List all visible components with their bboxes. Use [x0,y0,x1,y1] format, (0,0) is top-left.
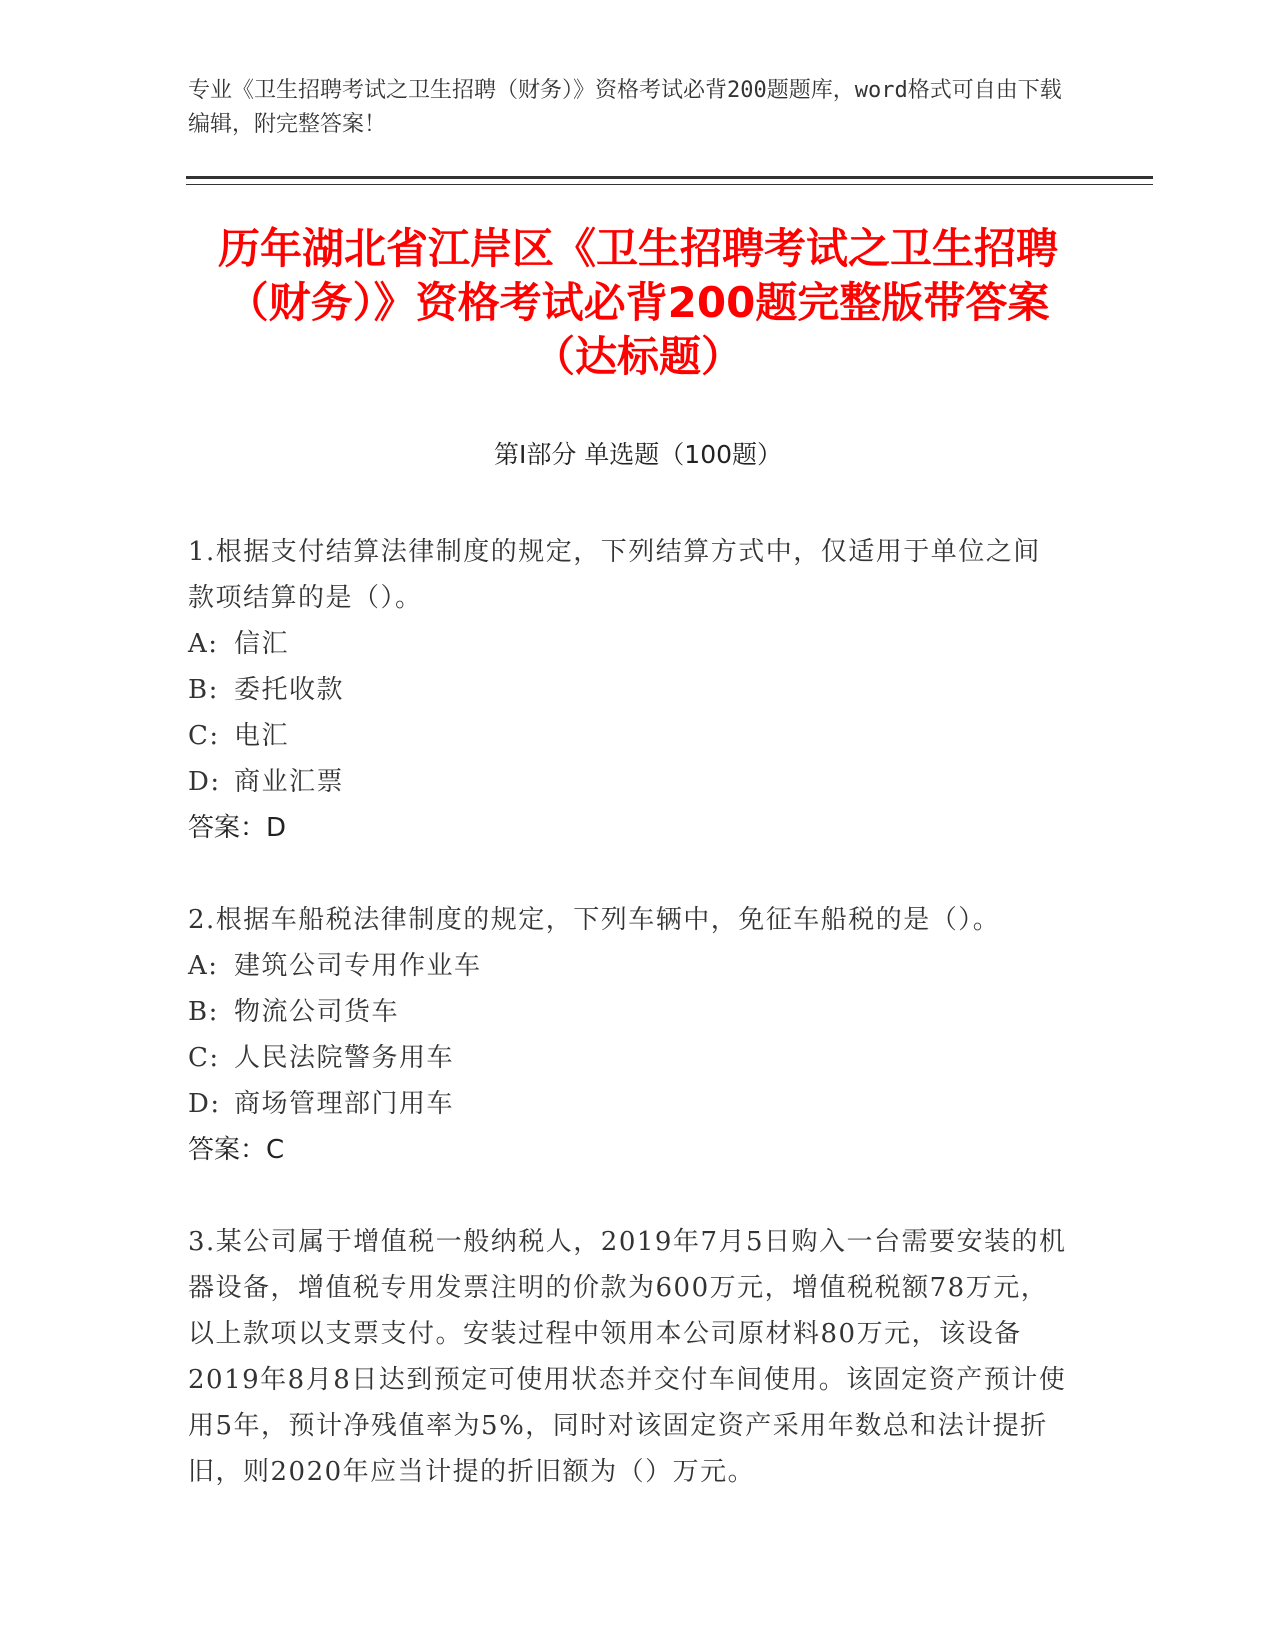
option-letter: C: [188,1043,220,1073]
option-letter: D: [188,767,221,797]
question-2 [188,897,1068,1173]
question-1 [188,529,1068,851]
header-rule-thin [186,184,1153,185]
answer-line: 答案：D [188,813,287,843]
option-text: 人民法院警务用车 [234,1043,455,1073]
option-letter: A: [188,629,219,659]
question-text: 1.根据支付结算法律制度的规定，下列结算方式中，仅适用于单位之间款项结算的是（）。 [188,537,1041,613]
option-d [188,759,1068,805]
question-list [188,529,1068,1541]
question-text: 3.某公司属于增值税一般纳税人，2019年7月5日购入一台需要安装的机器设备，增值税专用发票注明的价款为600万元，增值税税额78万元，以上款项以支票支付。安装过程中领用本公司原材料80万元，该设备2019年8月8日达到预定可使用状态并交付车间使用。该固定资产预计使用5年，预计净残值率为5%，同时对该固定资产采用年数总和法计提折旧，则2020年应当计提的折旧额为（）万元。 [188,1227,1067,1487]
section-heading: 第Ⅰ部分 单选题（100题） [493,440,783,469]
option-letter: C: [188,721,220,751]
question-text: 2.根据车船税法律制度的规定，下列车辆中，免征车船税的是（）。 [188,905,1001,935]
option-b [188,667,1068,713]
option-text: 物流公司货车 [234,997,400,1027]
answer-line: 答案：C [188,1135,285,1165]
header-note: 专业《卫生招聘考试之卫生招聘（财务）》资格考试必背200题题库，word格式可自由下载编辑，附完整答案！ [188,78,1062,137]
option-text: 信汇 [234,629,290,659]
option-letter: D: [188,1089,221,1119]
option-letter: B: [188,675,219,705]
option-text: 建筑公司专用作业车 [234,951,482,981]
option-text: 商场管理部门用车 [234,1089,455,1119]
document-title: 历年湖北省江岸区《卫生招聘考试之卫生招聘（财务）》资格考试必背200题完整版带答案（达标题） [217,224,1058,381]
question-3 [188,1219,1068,1495]
option-c [188,1035,1068,1081]
option-text: 商业汇票 [234,767,345,797]
option-b [188,989,1068,1035]
option-d [188,1081,1068,1127]
option-text: 委托收款 [234,675,345,705]
option-c [188,713,1068,759]
option-letter: B: [188,997,219,1027]
option-letter: A: [188,951,219,981]
option-a [188,943,1068,989]
option-a [188,621,1068,667]
header-rule-thick [186,176,1153,179]
option-text: 电汇 [234,721,290,751]
